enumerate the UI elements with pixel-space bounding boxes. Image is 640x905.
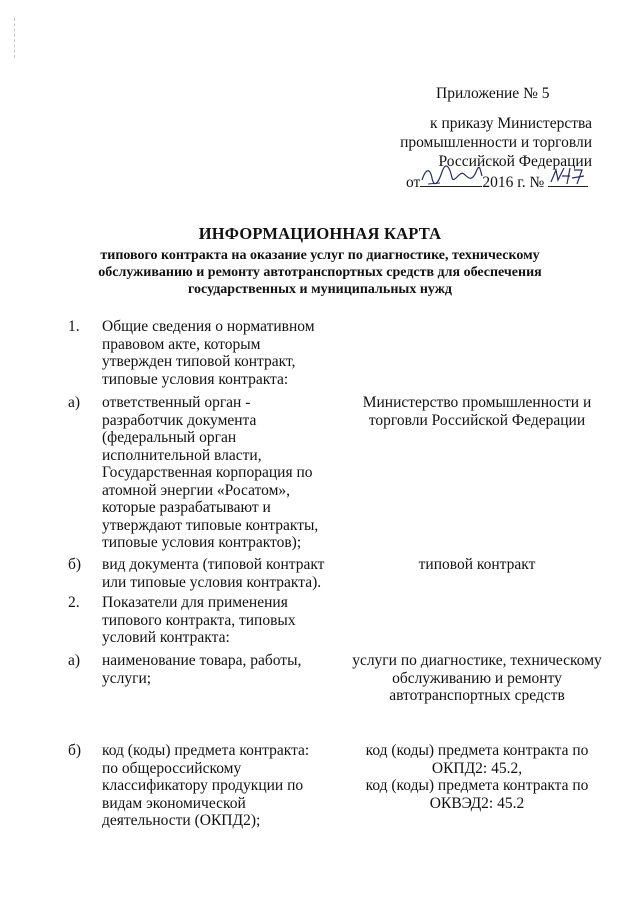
item-value bbox=[340, 556, 614, 574]
item-description bbox=[102, 594, 334, 647]
description-line: наименование товара, работы, bbox=[102, 652, 302, 669]
item-value bbox=[340, 742, 614, 812]
description-line: атомной энергии «Росатом», bbox=[102, 481, 291, 499]
item-number: 2. bbox=[68, 594, 80, 611]
value-line: обслуживанию и ремонту bbox=[392, 669, 562, 687]
value-line: код (коды) предмета контракта по bbox=[365, 742, 589, 759]
appendix-line: промышленности и торговли bbox=[400, 134, 592, 151]
item-value bbox=[340, 394, 614, 429]
description-line: услуги; bbox=[102, 669, 152, 687]
item-description bbox=[102, 556, 334, 591]
item-description bbox=[102, 742, 334, 830]
description-line: разработчик документа bbox=[102, 411, 257, 429]
document-subtitle-line: обслуживанию и ремонту автотранспортных средств для обеспечения bbox=[98, 265, 542, 280]
description-line: условий контракта: bbox=[102, 629, 230, 646]
item-description bbox=[102, 652, 334, 687]
date-prefix: от bbox=[406, 174, 421, 191]
description-line: Показатели для применения bbox=[102, 594, 288, 611]
description-line: или типовые условия контракта). bbox=[102, 573, 322, 591]
description-line: типовые условия контрактов); bbox=[102, 534, 302, 551]
item-description bbox=[102, 394, 334, 552]
document-title: ИНФОРМАЦИОННАЯ КАРТА bbox=[198, 224, 442, 243]
description-line: вид документа (типовой контракт bbox=[102, 556, 325, 573]
handwritten-number-signature bbox=[548, 170, 588, 187]
description-line: типовые условия контракта: bbox=[102, 370, 289, 388]
handwritten-date-signature bbox=[420, 170, 482, 187]
description-line: Общие сведения о нормативном bbox=[102, 318, 315, 335]
document-subtitle-line: типового контракта на оказание услуг по диагностике, техническому bbox=[100, 248, 540, 263]
value-line: ОКПД2: 45.2, bbox=[431, 759, 523, 777]
document-header bbox=[60, 224, 580, 298]
scan-margin-mark bbox=[14, 18, 15, 58]
description-line: деятельности (ОКПД2); bbox=[102, 812, 261, 829]
value-line: торговли Российской Федерации bbox=[368, 411, 586, 429]
date-year-text: 2016 г. № bbox=[482, 174, 545, 191]
description-line: код (коды) предмета контракта: bbox=[102, 742, 310, 759]
value-line: ОКВЭД2: 45.2 bbox=[429, 794, 525, 812]
description-line: утвержден типовой контракт, bbox=[102, 353, 296, 370]
item-value bbox=[340, 652, 614, 705]
item-number: а) bbox=[68, 652, 81, 669]
description-line: по общероссийскому bbox=[102, 759, 242, 777]
value-line: код (коды) предмета контракта по bbox=[365, 777, 589, 794]
description-line: правовом акте, которым bbox=[102, 335, 261, 353]
description-line: (федеральный орган bbox=[102, 429, 237, 446]
value-line: типовой контракт bbox=[418, 556, 536, 573]
description-line: Государственная корпорация по bbox=[102, 464, 313, 481]
value-line: Министерство промышленности и bbox=[362, 394, 592, 411]
appendix-title: Приложение № 5 bbox=[436, 85, 550, 102]
item-number: б) bbox=[68, 742, 82, 759]
item-number: б) bbox=[68, 556, 82, 573]
appendix-line: к приказу Министерства bbox=[430, 115, 592, 132]
item-number: 1. bbox=[68, 318, 80, 335]
description-line: исполнительной власти, bbox=[102, 446, 262, 464]
description-line: типового контракта, типовых bbox=[102, 611, 296, 629]
value-line: услуги по диагностике, техническому bbox=[352, 652, 602, 669]
description-line: видам экономической bbox=[102, 794, 246, 812]
description-line: ответственный орган - bbox=[102, 394, 251, 411]
appendix-line: Российской Федерации bbox=[438, 153, 592, 170]
appendix-date-line bbox=[406, 170, 588, 192]
description-line: утверждают типовые контракты, bbox=[102, 516, 319, 534]
description-line: классификатору продукции по bbox=[102, 777, 304, 794]
description-line: которые разрабатывают и bbox=[102, 499, 271, 516]
value-line: автотранспортных средств bbox=[389, 687, 565, 704]
document-subtitle-line: государственных и муниципальных нужд bbox=[188, 282, 452, 297]
item-number: а) bbox=[68, 394, 81, 411]
item-description bbox=[102, 318, 334, 388]
